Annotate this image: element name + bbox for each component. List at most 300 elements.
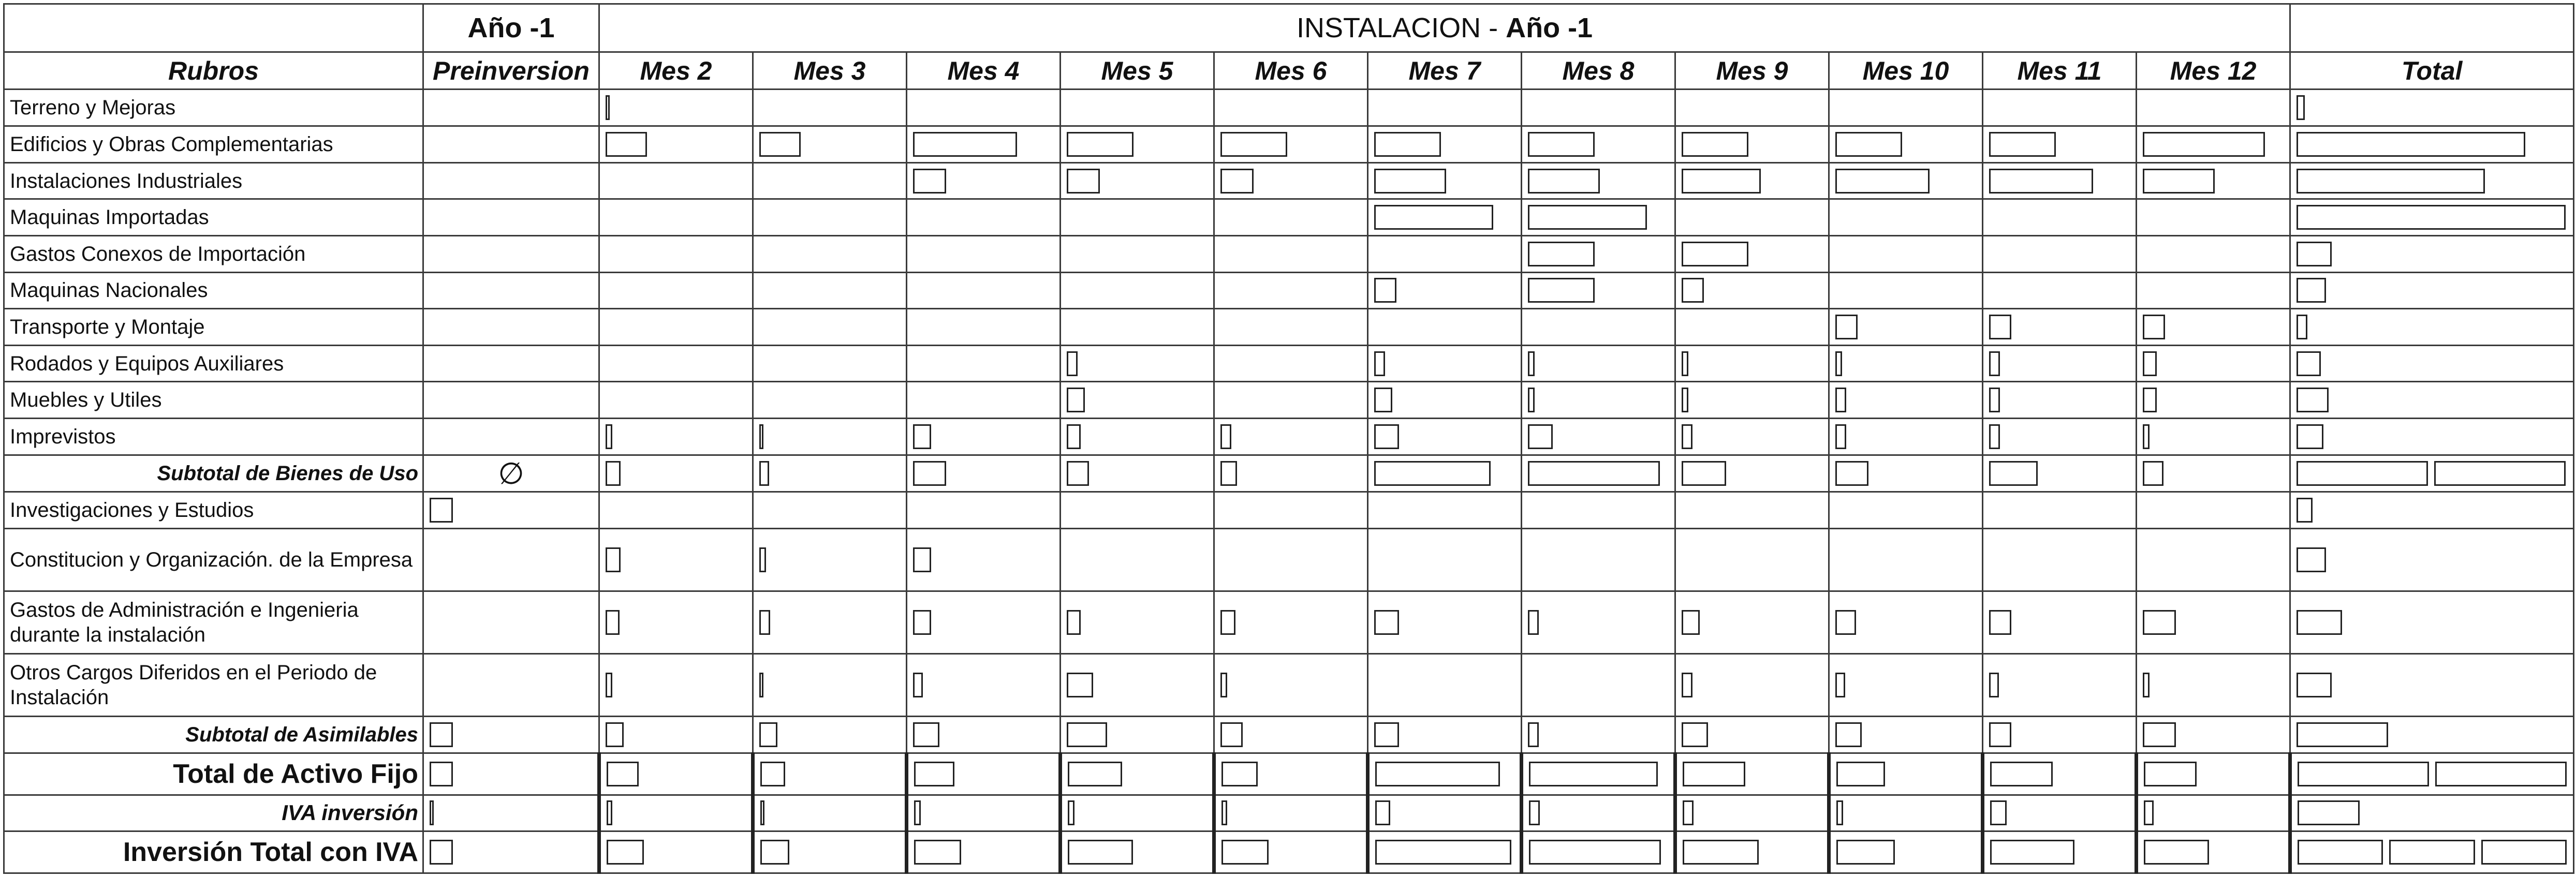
month-cell <box>1061 126 1214 163</box>
value-bar <box>1067 610 1081 635</box>
value-bar <box>2297 169 2485 194</box>
preinversion-cell <box>423 199 599 236</box>
total-cell <box>2290 272 2574 309</box>
value-bar <box>914 840 961 865</box>
total-cell <box>2290 419 2574 455</box>
preinversion-cell <box>423 654 599 717</box>
month-cell <box>1983 345 2137 382</box>
value-bar <box>2144 762 2197 786</box>
value-bar <box>1528 242 1595 266</box>
table-row <box>4 382 2574 419</box>
value-bar <box>1836 800 1843 825</box>
month-cell <box>1675 126 1829 163</box>
value-bar <box>1528 205 1647 230</box>
month-cell <box>1061 382 1214 419</box>
month-cell <box>1983 492 2137 529</box>
month-cell <box>1829 795 1983 831</box>
month-cell <box>1829 654 1983 717</box>
month-cell <box>1214 753 1368 795</box>
value-bar <box>1683 840 1759 865</box>
month-cell <box>1675 528 1829 591</box>
row-label: Subtotal de Bienes de Uso <box>4 455 423 492</box>
table-row <box>4 455 2574 492</box>
month-cell <box>1675 419 1829 455</box>
value-bar <box>1989 673 1999 697</box>
month-cell <box>1214 272 1368 309</box>
month-cell <box>2137 753 2290 795</box>
month-cell <box>907 272 1061 309</box>
month-cell <box>1522 795 1675 831</box>
value-bar <box>1067 169 1100 194</box>
col-header-rubros: Rubros <box>4 52 423 90</box>
month-cell <box>1061 419 1214 455</box>
month-cell <box>1522 309 1675 346</box>
value-bar <box>1682 169 1761 194</box>
total-cell <box>2290 831 2574 873</box>
value-bar <box>2297 547 2326 572</box>
month-cell <box>1829 162 1983 199</box>
value-bar <box>606 424 612 449</box>
table-row <box>4 90 2574 126</box>
month-cell <box>907 831 1061 873</box>
value-bar <box>606 722 624 747</box>
month-cell <box>2137 654 2290 717</box>
month-cell <box>2137 199 2290 236</box>
month-cell <box>1061 345 1214 382</box>
value-bar <box>430 762 453 786</box>
value-bar <box>1682 388 1688 412</box>
month-cell <box>2137 492 2290 529</box>
table-row <box>4 235 2574 272</box>
value-bar-segment <box>2481 840 2567 865</box>
value-bar <box>1374 205 1493 230</box>
month-cell <box>1061 455 1214 492</box>
month-cell <box>907 753 1061 795</box>
row-label: Total de Activo Fijo <box>4 753 423 795</box>
value-bar <box>1528 351 1535 376</box>
value-bar <box>1220 722 1243 747</box>
total-cell <box>2290 795 2574 831</box>
month-cell <box>1522 235 1675 272</box>
table-row <box>4 717 2574 753</box>
month-cell <box>1675 831 1829 873</box>
total-cell <box>2290 654 2574 717</box>
value-bar <box>1528 461 1660 486</box>
month-cell <box>1214 126 1368 163</box>
value-bar <box>1835 351 1842 376</box>
month-cell <box>1983 717 2137 753</box>
month-cell <box>907 528 1061 591</box>
month-cell <box>1983 753 2137 795</box>
month-cell <box>2137 717 2290 753</box>
total-cell <box>2290 309 2574 346</box>
month-cell <box>1061 162 1214 199</box>
value-bar <box>1067 388 1085 412</box>
value-bar <box>1220 132 1287 157</box>
value-bar <box>1989 461 2038 486</box>
month-cell <box>1522 162 1675 199</box>
total-cell <box>2290 126 2574 163</box>
month-cell <box>1522 126 1675 163</box>
value-bar <box>1835 673 1845 697</box>
month-cell <box>1368 419 1522 455</box>
month-cell <box>1829 419 1983 455</box>
month-cell <box>2137 528 2290 591</box>
preinversion-cell <box>423 795 599 831</box>
value-bar <box>2143 315 2165 339</box>
month-cell <box>907 235 1061 272</box>
month-cell <box>1675 199 1829 236</box>
value-bar <box>2297 461 2566 486</box>
month-cell <box>599 831 753 873</box>
value-bar <box>606 673 612 697</box>
month-cell <box>1522 419 1675 455</box>
value-bar <box>2297 673 2332 697</box>
value-bar <box>2297 205 2566 230</box>
value-bar <box>1374 722 1399 747</box>
month-cell <box>1214 455 1368 492</box>
value-bar <box>1682 461 1726 486</box>
month-cell <box>1675 717 1829 753</box>
month-cell <box>753 831 907 873</box>
value-bar <box>1528 388 1535 412</box>
value-bar <box>1835 424 1846 449</box>
preinversion-cell <box>423 162 599 199</box>
value-bar <box>1682 610 1700 635</box>
value-bar <box>430 498 453 523</box>
month-cell <box>1983 126 2137 163</box>
value-bar <box>1989 169 2093 194</box>
month-cell <box>907 419 1061 455</box>
value-bar <box>1067 132 1134 157</box>
preinversion-cell <box>423 831 599 873</box>
month-cell <box>1061 272 1214 309</box>
table-row <box>4 492 2574 529</box>
month-cell <box>1522 345 1675 382</box>
month-cell <box>1829 455 1983 492</box>
row-label: Imprevistos <box>4 419 423 455</box>
value-bar <box>759 461 769 486</box>
value-bar <box>2144 840 2209 865</box>
month-cell <box>1061 528 1214 591</box>
month-cell <box>599 162 753 199</box>
instalacion-year: Año -1 <box>1506 12 1593 43</box>
value-bar <box>913 169 946 194</box>
header-instalacion-label <box>599 4 2290 52</box>
month-cell <box>1368 126 1522 163</box>
value-bar <box>430 800 434 825</box>
month-cell <box>1829 492 1983 529</box>
row-label: Maquinas Nacionales <box>4 272 423 309</box>
value-bar <box>1375 762 1500 786</box>
month-cell <box>1675 345 1829 382</box>
month-cell <box>599 235 753 272</box>
preinversion-cell <box>423 382 599 419</box>
investment-schedule-table <box>3 3 2574 874</box>
col-header-month: Mes 7 <box>1368 52 1522 90</box>
month-cell <box>1368 309 1522 346</box>
value-bar <box>2297 722 2388 747</box>
preinversion-cell <box>423 235 599 272</box>
total-cell <box>2290 591 2574 654</box>
total-cell <box>2290 492 2574 529</box>
table-row <box>4 795 2574 831</box>
value-bar <box>913 547 931 572</box>
value-bar <box>430 722 453 747</box>
month-cell <box>907 455 1061 492</box>
month-cell <box>1983 162 2137 199</box>
month-cell <box>1368 753 1522 795</box>
month-cell <box>1829 345 1983 382</box>
month-cell <box>907 382 1061 419</box>
month-cell <box>1983 90 2137 126</box>
col-header-month: Mes 10 <box>1829 52 1983 90</box>
col-header-month: Mes 9 <box>1675 52 1829 90</box>
month-cell <box>2137 795 2290 831</box>
value-bar <box>607 762 639 786</box>
value-bar <box>1682 278 1704 303</box>
value-bar <box>1682 673 1692 697</box>
value-bar <box>1682 424 1692 449</box>
month-cell <box>1983 199 2137 236</box>
value-bar <box>1374 461 1491 486</box>
value-bar <box>759 547 766 572</box>
value-bar <box>1836 762 1885 786</box>
value-bar <box>1529 800 1540 825</box>
value-bar <box>1989 722 2011 747</box>
header-row-year <box>4 4 2574 52</box>
value-bar <box>2297 95 2305 120</box>
value-bar <box>1374 132 1441 157</box>
value-bar <box>1989 315 2011 339</box>
value-bar <box>1990 762 2053 786</box>
month-cell <box>599 528 753 591</box>
col-header-total: Total <box>2290 52 2574 90</box>
table-row <box>4 162 2574 199</box>
value-bar <box>2297 351 2321 376</box>
value-bar <box>759 722 777 747</box>
total-cell <box>2290 90 2574 126</box>
row-label: Investigaciones y Estudios <box>4 492 423 529</box>
value-bar <box>1990 840 2074 865</box>
month-cell <box>1675 591 1829 654</box>
month-cell <box>753 309 907 346</box>
month-cell <box>753 235 907 272</box>
row-label: Otros Cargos Diferidos en el Periodo de Instalación <box>4 654 423 717</box>
row-label: Rodados y Equipos Auxiliares <box>4 345 423 382</box>
value-bar-segment <box>2298 762 2429 786</box>
month-cell <box>907 492 1061 529</box>
month-cell <box>1214 795 1368 831</box>
col-header-month: Mes 5 <box>1061 52 1214 90</box>
value-bar <box>1990 800 2007 825</box>
value-bar <box>430 840 453 865</box>
value-bar <box>2143 351 2157 376</box>
month-cell <box>1522 831 1675 873</box>
value-bar <box>607 800 612 825</box>
col-header-month: Mes 8 <box>1522 52 1675 90</box>
month-cell <box>753 345 907 382</box>
month-cell <box>1829 753 1983 795</box>
month-cell <box>1368 272 1522 309</box>
month-cell <box>753 419 907 455</box>
month-cell <box>1368 90 1522 126</box>
value-bar <box>1683 762 1745 786</box>
value-bar <box>606 547 621 572</box>
month-cell <box>2137 382 2290 419</box>
month-cell <box>2137 162 2290 199</box>
col-header-month: Mes 12 <box>2137 52 2290 90</box>
month-cell <box>1829 831 1983 873</box>
value-bar <box>1835 461 1868 486</box>
month-cell <box>753 528 907 591</box>
month-cell <box>599 382 753 419</box>
header-total-blank <box>2290 4 2574 52</box>
value-bar <box>1374 169 1446 194</box>
value-bar <box>2143 461 2163 486</box>
month-cell <box>2137 126 2290 163</box>
value-bar <box>759 673 763 697</box>
value-bar <box>607 840 644 865</box>
value-bar <box>1067 461 1089 486</box>
value-bar <box>760 762 785 786</box>
value-bar <box>2143 610 2176 635</box>
month-cell <box>1368 795 1522 831</box>
total-cell <box>2290 162 2574 199</box>
month-cell <box>1368 654 1522 717</box>
month-cell <box>2137 345 2290 382</box>
value-bar <box>2298 762 2567 786</box>
value-bar <box>1835 169 1930 194</box>
preinversion-cell <box>423 419 599 455</box>
month-cell <box>599 591 753 654</box>
value-bar <box>1836 840 1895 865</box>
value-bar <box>1220 610 1235 635</box>
value-bar <box>1375 840 1511 865</box>
value-bar <box>1067 351 1078 376</box>
month-cell <box>599 795 753 831</box>
value-bar <box>1528 132 1595 157</box>
month-cell <box>1675 272 1829 309</box>
value-bar <box>1221 762 1258 786</box>
month-cell <box>2137 591 2290 654</box>
col-header-month: Mes 4 <box>907 52 1061 90</box>
value-bar <box>759 610 770 635</box>
value-bar <box>1835 315 1858 339</box>
value-bar <box>1835 722 1862 747</box>
month-cell <box>1368 831 1522 873</box>
month-cell <box>1061 654 1214 717</box>
row-label: Inversión Total con IVA <box>4 831 423 873</box>
month-cell <box>1522 455 1675 492</box>
table-row <box>4 272 2574 309</box>
value-bar-segment <box>2434 461 2566 486</box>
value-bar <box>1374 278 1396 303</box>
month-cell <box>1675 162 1829 199</box>
value-bar <box>1682 242 1748 266</box>
month-cell <box>1983 309 2137 346</box>
month-cell <box>1368 455 1522 492</box>
month-cell <box>753 272 907 309</box>
value-bar <box>2297 498 2313 523</box>
month-cell <box>2137 419 2290 455</box>
month-cell <box>907 654 1061 717</box>
month-cell <box>1214 654 1368 717</box>
value-bar-segment <box>2435 762 2567 786</box>
value-bar <box>1528 610 1539 635</box>
total-cell <box>2290 199 2574 236</box>
month-cell <box>1983 795 2137 831</box>
table-row <box>4 591 2574 654</box>
month-cell <box>2137 309 2290 346</box>
month-cell <box>599 419 753 455</box>
value-bar <box>1683 800 1694 825</box>
value-bar-segment <box>2297 461 2428 486</box>
month-cell <box>1368 717 1522 753</box>
value-bar <box>2298 800 2360 825</box>
month-cell <box>2137 272 2290 309</box>
month-cell <box>1522 90 1675 126</box>
month-cell <box>1522 591 1675 654</box>
col-header-preinversion: Preinversion <box>423 52 599 90</box>
month-cell <box>1214 419 1368 455</box>
month-cell <box>907 126 1061 163</box>
month-cell <box>1368 591 1522 654</box>
month-cell <box>1522 753 1675 795</box>
value-bar <box>1835 610 1856 635</box>
value-bar <box>913 673 923 697</box>
month-cell <box>907 345 1061 382</box>
value-bar <box>913 722 939 747</box>
month-cell <box>599 492 753 529</box>
month-cell <box>1522 528 1675 591</box>
preinversion-cell <box>423 126 599 163</box>
value-bar <box>1529 840 1661 865</box>
month-cell <box>1061 90 1214 126</box>
value-bar <box>2144 800 2154 825</box>
col-header-month: Mes 11 <box>1983 52 2137 90</box>
value-bar <box>1220 424 1231 449</box>
value-bar <box>914 762 954 786</box>
month-cell <box>1829 591 1983 654</box>
value-bar <box>1067 424 1081 449</box>
month-cell <box>1214 382 1368 419</box>
row-label: Edificios y Obras Complementarias <box>4 126 423 163</box>
row-label: Gastos Conexos de Importación <box>4 235 423 272</box>
month-cell <box>1214 199 1368 236</box>
month-cell <box>1061 199 1214 236</box>
month-cell <box>1829 717 1983 753</box>
month-cell <box>1675 654 1829 717</box>
col-header-month: Mes 3 <box>753 52 907 90</box>
month-cell <box>753 591 907 654</box>
value-bar <box>1835 388 1846 412</box>
month-cell <box>599 309 753 346</box>
value-bar <box>2143 424 2150 449</box>
month-cell <box>1214 309 1368 346</box>
month-cell <box>1983 419 2137 455</box>
preinversion-cell <box>423 753 599 795</box>
value-bar <box>2143 673 2150 697</box>
month-cell <box>1214 717 1368 753</box>
month-cell <box>1675 753 1829 795</box>
header-year-label: Año -1 <box>423 4 599 52</box>
month-cell <box>1675 309 1829 346</box>
month-cell <box>2137 235 2290 272</box>
value-bar <box>1068 762 1122 786</box>
value-bar <box>1375 800 1390 825</box>
month-cell <box>1675 795 1829 831</box>
